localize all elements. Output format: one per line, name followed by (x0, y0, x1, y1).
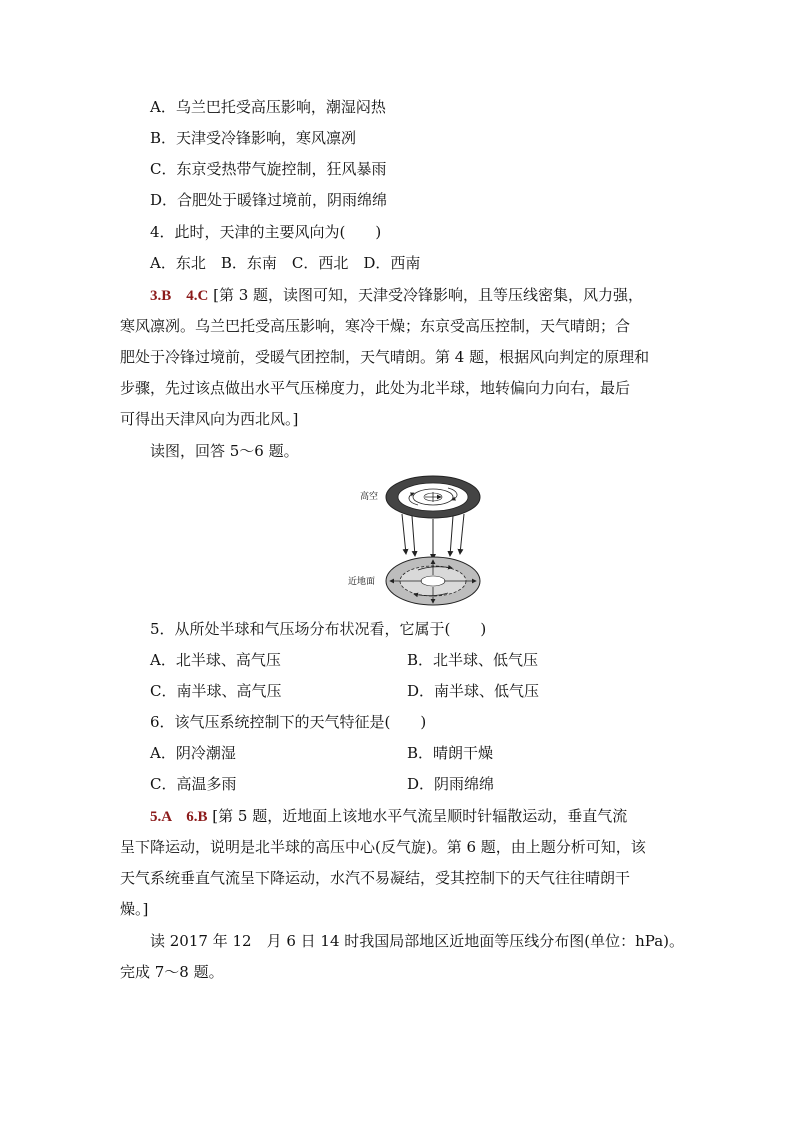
q4-stem: 4．此时，天津的主要风向为( ) (150, 223, 382, 241)
q6-option-a: A．阴冷潮湿 (150, 744, 236, 762)
intro-7-8-line-2: 完成 7～8 题。 (120, 963, 224, 981)
upper-level-label: 高空 (360, 492, 379, 502)
q4-options: A．东北 B．东南 C．西北 D．西南 (150, 254, 421, 272)
answer-key-5-6: 5.A 6.B (150, 809, 208, 825)
answer-key-3-4: 3.B 4.C (150, 288, 209, 304)
q5-option-c: C．南半球、高气压 (150, 682, 282, 700)
surface-center (421, 576, 445, 586)
answer-3-4-text-2: 寒风凛冽。乌兰巴托受高压影响，寒冷干燥；东京受高压控制，天气晴朗；合 (120, 317, 631, 335)
surface-level-label: 近地面 (348, 577, 376, 587)
q3-option-a: A．乌兰巴托受高压影响，潮湿闷热 (150, 98, 386, 116)
answer-5-6-text-3: 天气系统垂直气流呈下降运动，水汽不易凝结，受其控制下的天气往往晴朗干 (120, 869, 631, 887)
q5-option-b: B．北半球、低气压 (407, 651, 539, 669)
answer-3-4-text-1: [第 3 题，读图可知，天津受冷锋影响，且等压线密集，风力强， (213, 286, 644, 304)
q5-stem: 5．从所处半球和气压场分布状况看，它属于( ) (150, 620, 487, 638)
q6-option-b: B．晴朗干燥 (407, 744, 494, 762)
q3-option-c: C．东京受热带气旋控制，狂风暴雨 (150, 160, 387, 178)
answer-5-6-first-line (150, 806, 627, 827)
answer-3-4-first-line (150, 285, 643, 306)
answer-5-6-text-4: 燥。] (120, 900, 149, 918)
q3-option-d: D．合肥处于暖锋过境前，阴雨绵绵 (150, 191, 388, 209)
q5-option-a: A．北半球、高气压 (150, 651, 281, 669)
q5-option-d: D．南半球、低气压 (407, 682, 540, 700)
answer-5-6-text-1: [第 5 题，近地面上该地水平气流呈顺时针辐散运动，垂直气流 (212, 807, 628, 825)
q6-option-c: C．高温多雨 (150, 775, 237, 793)
q6-stem: 6．该气压系统控制下的天气特征是( ) (150, 713, 427, 731)
pressure-system-figure (340, 470, 490, 610)
answer-5-6-text-2: 呈下降运动，说明是北半球的高压中心(反气旋)。第 6 题，由上题分析可知，该 (120, 838, 646, 856)
answer-3-4-text-3: 肥处于冷锋过境前，受暖气团控制，天气晴朗。第 4 题，根据风向判定的原理和 (120, 348, 650, 366)
q3-option-b: B．天津受冷锋影响，寒风凛冽 (150, 129, 357, 147)
intro-5-6: 读图，回答 5～6 题。 (150, 442, 299, 460)
answer-3-4-text-5: 可得出天津风向为西北风。] (120, 410, 299, 428)
descending-airflow-arrows (402, 514, 464, 559)
intro-7-8-line-1: 读 2017 年 12 月 6 日 14 时我国局部地区近地面等压线分布图(单位：hPa)。 (150, 932, 684, 950)
q6-option-d: D．阴雨绵绵 (407, 775, 495, 793)
answer-3-4-text-4: 步骤，先过该点做出水平气压梯度力，此处为北半球，地转偏向力向右，最后 (120, 379, 631, 397)
